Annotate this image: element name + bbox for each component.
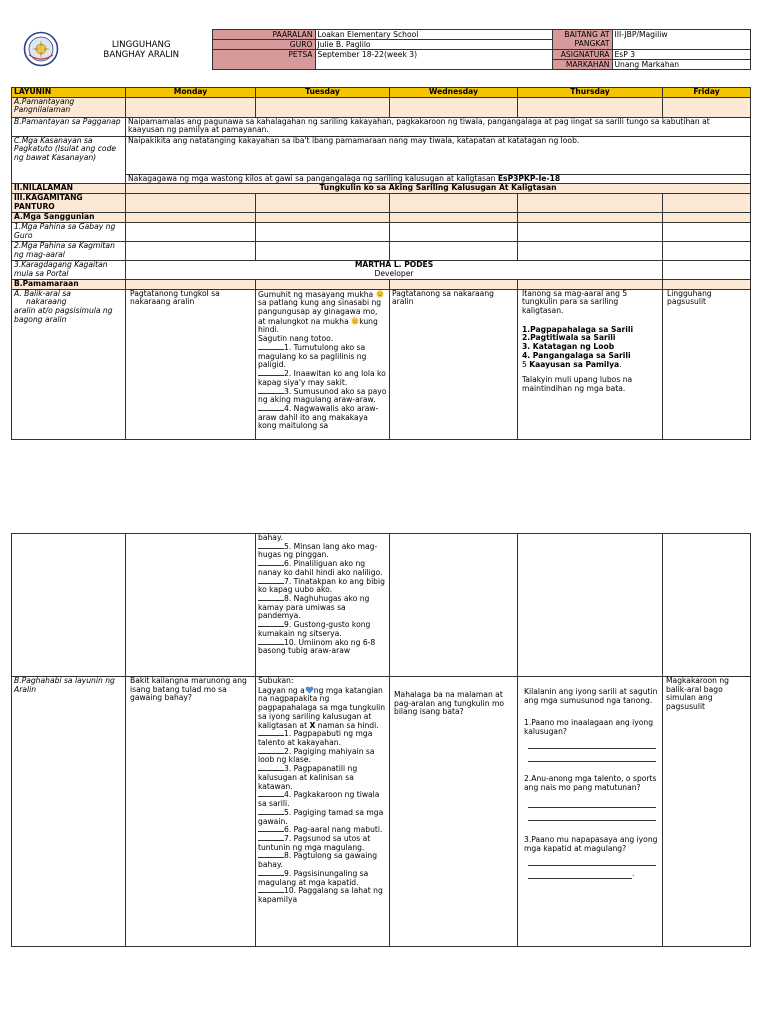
answer-blank[interactable] bbox=[258, 600, 284, 601]
balik-tuesday-item-text: 6. Pinaliliguan ako ng nanay ko dahil hindi ako naliligo. bbox=[258, 559, 383, 577]
answer-blank[interactable] bbox=[258, 857, 284, 858]
guro-value: Julie B. Paglilo bbox=[315, 40, 552, 50]
col-tuesday: Tuesday bbox=[256, 88, 390, 98]
paghahabi-thursday bbox=[518, 677, 663, 947]
answer-blank[interactable] bbox=[258, 892, 284, 893]
paghahabi-tuesday-item bbox=[258, 748, 387, 765]
balik-tuesday-cont-first: bahay. bbox=[258, 533, 283, 542]
balik-tuesday-item bbox=[258, 543, 387, 560]
balik-tuesday-intro-a: Gumuhit ng masayang mukha bbox=[258, 289, 374, 299]
heart-icon bbox=[305, 686, 314, 695]
answer-line[interactable] bbox=[528, 739, 656, 749]
answer-blank[interactable] bbox=[258, 644, 284, 645]
title-line-1: LINGGUHANG bbox=[111, 39, 171, 50]
balik-tuesday-item bbox=[258, 595, 387, 621]
col-thursday: Thursday bbox=[518, 88, 663, 98]
paghahabi-thursday-end: . bbox=[632, 869, 635, 879]
label-pamamaraan: B.Pamamaraan bbox=[12, 279, 126, 289]
balik-wednesday: Pagtatanong sa nakaraang aralin bbox=[390, 289, 518, 439]
balik-tuesday-continued bbox=[256, 534, 390, 677]
answer-blank[interactable] bbox=[258, 565, 284, 566]
developer-role: Developer bbox=[374, 268, 414, 278]
answer-line[interactable] bbox=[528, 752, 656, 762]
label-nilalaman: II.NILALAMAN bbox=[12, 184, 126, 194]
balik-label-3: aralin at/o pagsisimula ng bagong aralin bbox=[14, 306, 113, 324]
row-balik-aral-continued bbox=[12, 534, 751, 677]
paghahabi-tuesday-intro-c: ng mga katangian na nagpapakita ng pagpapahalaga sa mga tungkulin sa iyong sariling kalusugan at kaligtasan at bbox=[258, 685, 386, 730]
paghahabi-thursday-q2: 2.Anu-anong mga talento, o sports ang nais mo pang matutunan? bbox=[524, 773, 657, 792]
balik-tuesday-intro-b: sa patlang kung ang sinasabi ng pangungusap ay ginagawa mo, at malungkot na mukha bbox=[258, 298, 382, 326]
happy-face-icon bbox=[376, 290, 384, 299]
balik-thursday-outro: Talakyin muli upang lubos na maintindihan ng mga bata. bbox=[522, 375, 633, 394]
paghahabi-monday: Bakit kailangna marunong ang isang batang tulad mo sa gawaing bahay? bbox=[126, 677, 256, 947]
row-nilalaman bbox=[12, 184, 751, 194]
balik-tuesday-items bbox=[258, 344, 387, 431]
paghahabi-tuesday-item bbox=[258, 852, 387, 869]
answer-blank[interactable] bbox=[258, 349, 284, 350]
paaralan-value: Loakan Elementary School bbox=[315, 30, 552, 40]
balik-tuesday-item bbox=[258, 344, 387, 370]
paghahabi-thursday-q1: 1.Paano mo inaalagaan ang iyong kalusugan? bbox=[524, 718, 654, 737]
asignatura-value: EsP 3 bbox=[612, 50, 750, 60]
answer-blank[interactable] bbox=[258, 583, 284, 584]
answer-line[interactable] bbox=[528, 811, 656, 821]
balik-tuesday-item-text: 3. Sumusunod ako sa payo ng aking magulang araw-araw. bbox=[258, 386, 387, 405]
balik-thursday-5: Kaayusan sa Pamilya bbox=[529, 359, 620, 369]
balik-tuesday-intro-c: kung hindi. bbox=[258, 316, 378, 335]
balik-tuesday-item-text: 9. Gustong-gusto kong kumakain ng sitserya. bbox=[258, 620, 371, 638]
paghahabi-tuesday-item-text: 8. Pagtulong sa gawaing bahay. bbox=[258, 851, 378, 870]
petsa-label: PETSA bbox=[212, 50, 315, 70]
answer-blank[interactable] bbox=[258, 814, 284, 815]
label-kagamitan: 2.Mga Pahina sa Kagmitan ng mag-aaral bbox=[12, 241, 126, 260]
kasanayan-text-2-body: Nakagagawa ng mga wastong kilos at gawi sa pangangalaga ng sariling kalusugan at kaligtasan bbox=[128, 174, 496, 183]
paghahabi-tuesday-item-text: 7. Pagsunod sa utos at tuntunin ng mga magulang. bbox=[258, 833, 371, 852]
paghahabi-wednesday bbox=[390, 677, 518, 947]
column-header-row bbox=[12, 88, 751, 98]
balik-label-1: A. Balik-aral sa bbox=[14, 289, 71, 298]
header-table bbox=[11, 29, 751, 70]
col-friday: Friday bbox=[663, 88, 751, 98]
answer-blank[interactable] bbox=[258, 840, 284, 841]
thursday-list-item: 4. Pangangalaga sa Sarili bbox=[522, 350, 631, 360]
sad-face-icon bbox=[351, 317, 359, 326]
developer-cell bbox=[126, 260, 663, 279]
petsa-value: September 18-22(week 3) bbox=[315, 50, 552, 70]
title-line-2: BANGHAY ARALIN bbox=[103, 49, 180, 60]
answer-line[interactable] bbox=[528, 798, 656, 808]
paghahabi-tuesday-item bbox=[258, 870, 387, 887]
document-title bbox=[71, 30, 212, 70]
label-pamantayan: B.Pamantayan sa Pagganap bbox=[12, 117, 126, 136]
paghahabi-tuesday-item bbox=[258, 887, 387, 904]
paghahabi-tuesday-items bbox=[258, 730, 387, 904]
pamantayan-text: Naipamamalas ang pagunawa sa kahalagahan ng sariling kakayahan, pagkakaroon ng tiwala, pangangalaga at pag iingat sa sarili tungo sa kabutihan at kaayusan ng pamilya at pamayanan. bbox=[126, 117, 751, 136]
row-balik-aral bbox=[12, 289, 751, 439]
paghahabi-thursday-intro: Kilalanin ang iyong sarili at sagutin ang mga sumusunod nga tanong. bbox=[524, 687, 658, 705]
answer-blank[interactable] bbox=[258, 393, 284, 394]
answer-blank[interactable] bbox=[258, 735, 284, 736]
paghahabi-tuesday bbox=[256, 677, 390, 947]
markahan-label: MARKAHAN bbox=[552, 60, 612, 70]
nilalaman-text: Tungkulin ko sa Aking Sariling Kalusugan At Kaligtasan bbox=[126, 184, 751, 194]
balik-tuesday bbox=[256, 289, 390, 439]
paghahabi-tuesday-intro-a: Subukan: bbox=[258, 676, 294, 685]
balik-tuesday-item-text: 2. Inaawitan ko ang lola ko kapag siya'y may sakit. bbox=[258, 369, 386, 387]
balik-tuesday-item bbox=[258, 388, 387, 405]
label-sanggunian: A.Mga Sanggunian bbox=[12, 213, 126, 223]
answer-blank[interactable] bbox=[258, 770, 284, 771]
paghahabi-tuesday-x: X bbox=[309, 720, 316, 730]
balik-tuesday-item-text: 4. Nagwawalis ako araw-araw dahil ito ang makakaya kong maitulong sa bbox=[258, 403, 379, 431]
paghahabi-tuesday-item-text: 9. Pagsisinungaling sa magulang at mga kapatid. bbox=[258, 868, 369, 887]
balik-thursday-list bbox=[522, 326, 660, 361]
balik-tuesday-item-text: 5. Minsan lang ako mag-hugas ng pinggan. bbox=[258, 541, 378, 560]
balik-tuesday-item bbox=[258, 560, 387, 577]
lesson-plan-table bbox=[11, 87, 751, 440]
thursday-list-item: 3. Katatagan ng Loob bbox=[522, 342, 615, 352]
answer-line[interactable] bbox=[528, 869, 635, 879]
lesson-plan-table-continued bbox=[11, 533, 751, 947]
col-wednesday: Wednesday bbox=[390, 88, 518, 98]
paghahabi-tuesday-item-text: 2. Pagiging mahiyain sa loob ng klase. bbox=[258, 746, 375, 765]
thursday-list-item: 1.Pagpapahalaga sa Sarili bbox=[522, 324, 634, 334]
paghahabi-tuesday-item bbox=[258, 765, 387, 791]
answer-blank[interactable] bbox=[258, 626, 284, 627]
thursday-list-item: 2.Pagtitiwala sa Sarili bbox=[522, 333, 616, 343]
answer-blank[interactable] bbox=[258, 375, 284, 376]
balik-thursday-5-num: 5 bbox=[522, 359, 527, 369]
balik-tuesday-item bbox=[258, 639, 387, 656]
label-balik-aral bbox=[12, 289, 126, 439]
paghahabi-tuesday-item-text: 10. Paggalang sa lahat ng kapamilya bbox=[258, 886, 383, 904]
paghahabi-tuesday-item-text: 1. Pagpapabuti ng mga talento at kakayahan. bbox=[258, 729, 373, 748]
answer-blank[interactable] bbox=[258, 875, 284, 876]
kasanayan-text: Naipakikita ang natatanging kakayahan sa iba't ibang pamamaraan nang may tiwala, katapatan at katatagan ng loob. bbox=[126, 136, 751, 174]
balik-tuesday-item-text: 7. Tinatakpan ko ang bibig ko kapag uubo ako. bbox=[258, 576, 385, 595]
label-paghahabi: B.Paghahabi sa layunin ng Aralin bbox=[12, 677, 126, 947]
label-kagamitang: III.KAGAMITANG PANTURO bbox=[12, 194, 126, 213]
baitang-label: BAITANG AT PANGKAT bbox=[552, 30, 612, 50]
balik-tuesday-item bbox=[258, 621, 387, 638]
col-layunin: LAYUNIN bbox=[12, 88, 126, 98]
balik-tuesday-item-text: 10. Umiinom ako ng 6-8 basong tubig araw-araw bbox=[258, 637, 376, 656]
row-pamamaraan bbox=[12, 279, 751, 289]
label-pamantayang: A.Pamantayang Pangnilalaman bbox=[12, 97, 126, 117]
balik-thursday-intro: Itanong sa mag-aaral ang 5 tungkulin para sa sariling kaligtasan. bbox=[522, 289, 628, 316]
answer-blank[interactable] bbox=[258, 753, 284, 754]
row-pamantayan-pagganap bbox=[12, 117, 751, 136]
paghahabi-tuesday-item-text: 3. Pagpapanatili ng kalusugan at kalinisan sa katawan. bbox=[258, 764, 358, 791]
balik-tuesday-item bbox=[258, 405, 387, 431]
row-pamantayang-pangnilalaman bbox=[12, 97, 751, 117]
paghahabi-tuesday-item bbox=[258, 730, 387, 747]
balik-monday: Pagtatanong tungkol sa nakaraang aralin bbox=[126, 289, 256, 439]
paghahabi-tuesday-item bbox=[258, 835, 387, 852]
answer-line[interactable] bbox=[528, 856, 656, 866]
balik-friday: Lingguhang pagsusulit bbox=[663, 289, 751, 439]
paghahabi-friday: Magkakaroon ng balik-aral bago simulan ang pagsusulit bbox=[663, 677, 751, 947]
paghahabi-tuesday-item-text: 5. Pagiging tamad sa mga gawain. bbox=[258, 807, 384, 826]
balik-label-2: nakaraang bbox=[26, 297, 67, 307]
label-kasanayan: C.Mga Kasanayan sa Pagkatuto (Isulat ang code ng bawat Kasanayan) bbox=[12, 136, 126, 184]
row-kagamitan bbox=[12, 241, 751, 260]
deped-seal-icon bbox=[11, 30, 71, 70]
asignatura-label: ASIGNATURA bbox=[552, 50, 612, 60]
row-gabay bbox=[12, 222, 751, 241]
answer-blank[interactable] bbox=[258, 410, 284, 411]
balik-tuesday-item bbox=[258, 578, 387, 595]
developer-name: MARTHA L. PODES bbox=[354, 260, 434, 269]
row-kagamitang bbox=[12, 194, 751, 213]
paghahabi-tuesday-item-text: 6. Pag-aaral nang mabuti. bbox=[284, 825, 383, 835]
row-paghahabi bbox=[12, 677, 751, 947]
row-sanggunian bbox=[12, 213, 751, 223]
row-karagdagang bbox=[12, 260, 751, 279]
col-monday: Monday bbox=[126, 88, 256, 98]
baitang-value: III-JBP/Magiliw bbox=[612, 30, 750, 50]
paaralan-label: PAARALAN bbox=[212, 30, 315, 40]
paghahabi-tuesday-item bbox=[258, 791, 387, 808]
paghahabi-wednesday-text: Mahalaga ba na malaman at pag-aralan ang tungkulin mo bilang isang bata? bbox=[394, 690, 505, 717]
row-kasanayan bbox=[12, 136, 751, 174]
label-gabay: 1.Mga Pahina sa Gabay ng Guro bbox=[12, 222, 126, 241]
guro-label: GURO bbox=[212, 40, 315, 50]
paghahabi-tuesday-item-text: 4. Pagkakaroon ng tiwala sa sarili. bbox=[258, 790, 380, 809]
paghahabi-tuesday-item bbox=[258, 809, 387, 826]
balik-tuesday-item bbox=[258, 370, 387, 387]
answer-blank[interactable] bbox=[258, 548, 284, 549]
paghahabi-tuesday-intro-b: Lagyan ng a bbox=[258, 685, 305, 695]
kasanayan-text-2 bbox=[126, 174, 751, 184]
balik-tuesday-items-continued bbox=[258, 543, 387, 656]
answer-blank[interactable] bbox=[258, 831, 284, 832]
balik-tuesday-intro-d: Sagutin nang totoo. bbox=[258, 334, 334, 344]
kasanayan-code: EsP3PKP-Ie-18 bbox=[497, 174, 561, 183]
balik-tuesday-item-text: 1. Tumutulong ako sa magulang ko sa paglilinis ng paligid. bbox=[258, 342, 367, 370]
balik-tuesday-item-text: 8. Naghuhugas ako ng kamay para umiwas sa pandemya. bbox=[258, 594, 370, 621]
paghahabi-thursday-q3: 3.Paano mu napapasaya ang iyong mga kapatid at magulang? bbox=[524, 835, 658, 854]
answer-blank[interactable] bbox=[258, 796, 284, 797]
markahan-value: Unang Markahan bbox=[612, 60, 750, 70]
label-karagdagang: 3.Karagdagang Kagaitan mula sa Portal bbox=[12, 260, 126, 279]
paghahabi-tuesday-intro-d: naman sa hindi. bbox=[317, 720, 379, 730]
balik-thursday: Itanong sa mag-aaral ang 5 tungkulin para sa sariling kaligtasan. 1.Pagpapahalaga sa Sarili 2.Pagtitiwala sa Sarili 3. Katatagan ng Loob 4. Pangangalaga sa Sarili 5 Kaayusan sa Pamilya. Talakyin muli upang lubos na maintindihan ng mga bata. bbox=[518, 289, 663, 439]
